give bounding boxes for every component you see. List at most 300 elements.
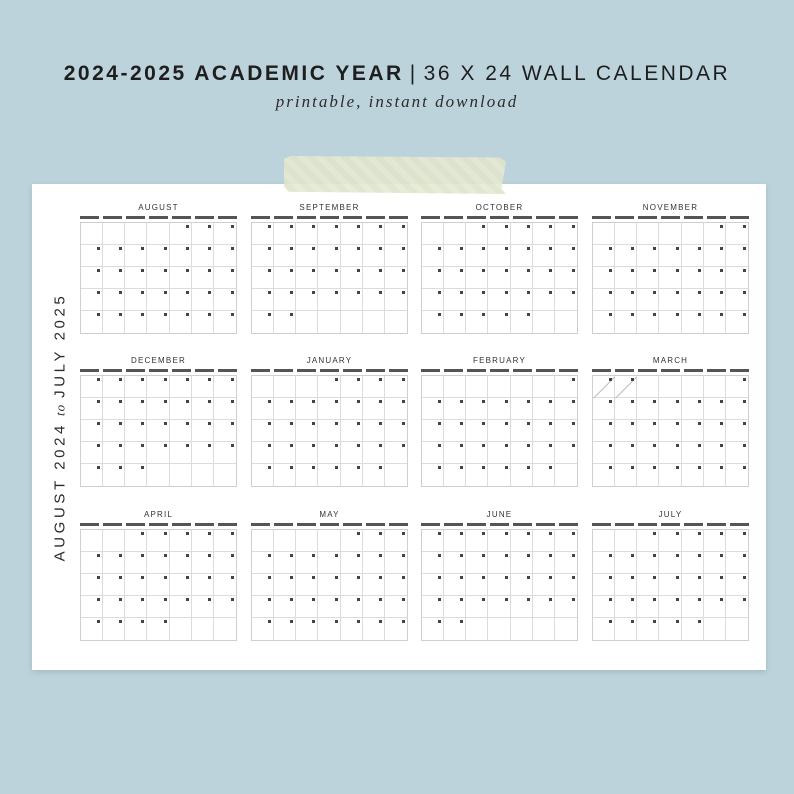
day-cell xyxy=(593,311,615,333)
day-cell xyxy=(147,223,169,245)
day-cell xyxy=(363,552,385,574)
weekday-bar xyxy=(684,369,703,372)
day-cell xyxy=(637,530,659,552)
day-cell xyxy=(444,376,466,398)
day-cell xyxy=(214,530,236,552)
day-cell xyxy=(511,267,533,289)
day-cell xyxy=(252,618,274,640)
weekday-bar xyxy=(366,523,385,526)
day-cell xyxy=(170,530,192,552)
weekday-bars xyxy=(80,523,237,526)
weekday-bar xyxy=(343,216,362,219)
day-cell xyxy=(214,245,236,267)
day-cell xyxy=(466,530,488,552)
day-cell xyxy=(466,618,488,640)
day-cell xyxy=(170,442,192,464)
title-bold: 2024-2025 ACADEMIC YEAR xyxy=(63,62,404,85)
day-cell xyxy=(704,245,726,267)
day-cell xyxy=(511,245,533,267)
day-cell xyxy=(192,245,214,267)
day-cell xyxy=(125,618,147,640)
day-cell xyxy=(488,552,510,574)
day-cell xyxy=(385,376,407,398)
day-cell xyxy=(422,596,444,618)
title-separator: | xyxy=(409,62,418,85)
day-cell xyxy=(488,574,510,596)
day-cell xyxy=(726,596,748,618)
day-cell xyxy=(341,442,363,464)
day-cell xyxy=(385,574,407,596)
side-label xyxy=(52,293,69,562)
day-cell xyxy=(659,552,681,574)
day-cell xyxy=(682,376,704,398)
day-cell xyxy=(444,289,466,311)
day-cell xyxy=(533,398,555,420)
day-cell xyxy=(422,464,444,486)
day-cell xyxy=(318,530,340,552)
day-cell xyxy=(555,618,577,640)
day-cell xyxy=(466,420,488,442)
day-cell xyxy=(726,289,748,311)
day-cell xyxy=(385,311,407,333)
day-cell xyxy=(341,267,363,289)
weekday-bar xyxy=(467,369,486,372)
month-december xyxy=(80,356,237,488)
day-cell xyxy=(318,618,340,640)
day-cell xyxy=(103,442,125,464)
month-grid xyxy=(80,375,237,487)
weekday-bar xyxy=(467,523,486,526)
weekday-bar xyxy=(172,369,191,372)
day-cell xyxy=(274,245,296,267)
weekday-bar xyxy=(467,216,486,219)
day-cell xyxy=(81,530,103,552)
day-cell xyxy=(555,311,577,333)
day-cell xyxy=(125,442,147,464)
day-cell xyxy=(214,289,236,311)
day-cell xyxy=(252,311,274,333)
weekday-bar xyxy=(297,369,316,372)
day-cell xyxy=(252,420,274,442)
day-cell xyxy=(192,464,214,486)
day-cell xyxy=(422,574,444,596)
weekday-bar xyxy=(195,523,214,526)
day-cell xyxy=(192,267,214,289)
day-cell xyxy=(274,552,296,574)
day-cell xyxy=(125,376,147,398)
month-grid xyxy=(592,375,749,487)
day-cell xyxy=(533,267,555,289)
weekday-bar xyxy=(536,523,555,526)
weekday-bar xyxy=(444,369,463,372)
month-grid xyxy=(592,529,749,641)
day-cell xyxy=(704,289,726,311)
weekday-bar xyxy=(320,216,339,219)
day-cell xyxy=(444,223,466,245)
day-cell xyxy=(385,596,407,618)
day-cell xyxy=(637,311,659,333)
month-october xyxy=(421,203,578,335)
day-cell xyxy=(81,398,103,420)
day-cell xyxy=(637,464,659,486)
day-cell xyxy=(192,376,214,398)
day-cell xyxy=(511,376,533,398)
day-cell xyxy=(637,289,659,311)
day-cell xyxy=(637,574,659,596)
weekday-bar xyxy=(615,523,634,526)
weekday-bar xyxy=(592,369,611,372)
day-cell xyxy=(125,223,147,245)
day-cell xyxy=(103,530,125,552)
day-cell xyxy=(252,530,274,552)
day-cell xyxy=(682,530,704,552)
weekday-bar xyxy=(638,216,657,219)
day-cell xyxy=(341,311,363,333)
day-cell xyxy=(296,311,318,333)
day-cell xyxy=(593,464,615,486)
day-cell xyxy=(555,420,577,442)
weekday-bar xyxy=(218,216,237,219)
day-cell xyxy=(682,398,704,420)
day-cell xyxy=(103,245,125,267)
day-cell xyxy=(637,420,659,442)
weekday-bar xyxy=(559,216,578,219)
day-cell xyxy=(274,311,296,333)
day-cell xyxy=(637,376,659,398)
day-cell xyxy=(511,596,533,618)
day-cell xyxy=(192,420,214,442)
day-cell xyxy=(704,574,726,596)
day-cell xyxy=(637,552,659,574)
subtitle: printable, instant download xyxy=(275,92,519,111)
day-cell xyxy=(252,464,274,486)
day-cell xyxy=(704,464,726,486)
day-cell xyxy=(682,464,704,486)
day-cell xyxy=(125,267,147,289)
page-title xyxy=(0,62,794,86)
day-cell xyxy=(637,223,659,245)
day-cell xyxy=(125,464,147,486)
day-cell xyxy=(444,574,466,596)
header xyxy=(0,62,794,112)
day-cell xyxy=(341,245,363,267)
day-cell xyxy=(147,464,169,486)
day-cell xyxy=(704,311,726,333)
month-name: MAY xyxy=(319,510,340,519)
day-cell xyxy=(192,311,214,333)
day-cell xyxy=(318,267,340,289)
day-cell xyxy=(466,464,488,486)
day-cell xyxy=(103,464,125,486)
day-cell xyxy=(659,267,681,289)
day-cell xyxy=(488,311,510,333)
month-september xyxy=(251,203,408,335)
day-cell xyxy=(125,530,147,552)
day-cell xyxy=(147,552,169,574)
day-cell xyxy=(214,464,236,486)
weekday-bar xyxy=(638,369,657,372)
day-cell xyxy=(682,574,704,596)
day-cell xyxy=(615,552,637,574)
day-cell xyxy=(296,596,318,618)
day-cell xyxy=(444,464,466,486)
side-label-end: JULY 2025 xyxy=(51,292,69,398)
day-cell xyxy=(637,618,659,640)
weekday-bars xyxy=(251,369,408,372)
day-cell xyxy=(704,223,726,245)
day-cell xyxy=(533,376,555,398)
day-cell xyxy=(555,530,577,552)
day-cell xyxy=(363,376,385,398)
day-cell xyxy=(363,311,385,333)
day-cell xyxy=(422,311,444,333)
day-cell xyxy=(488,267,510,289)
day-cell xyxy=(422,442,444,464)
weekday-bar xyxy=(490,523,509,526)
day-cell xyxy=(533,574,555,596)
day-cell xyxy=(341,574,363,596)
day-cell xyxy=(682,618,704,640)
day-cell xyxy=(296,442,318,464)
day-cell xyxy=(659,311,681,333)
day-cell xyxy=(726,552,748,574)
day-cell xyxy=(192,289,214,311)
day-cell xyxy=(147,442,169,464)
day-cell xyxy=(274,420,296,442)
day-cell xyxy=(341,596,363,618)
weekday-bar xyxy=(730,216,749,219)
day-cell xyxy=(125,420,147,442)
day-cell xyxy=(615,223,637,245)
day-cell xyxy=(466,223,488,245)
day-cell xyxy=(422,618,444,640)
day-cell xyxy=(422,267,444,289)
day-cell xyxy=(214,267,236,289)
day-cell xyxy=(214,398,236,420)
day-cell xyxy=(147,289,169,311)
day-cell xyxy=(341,223,363,245)
day-cell xyxy=(704,596,726,618)
day-cell xyxy=(170,596,192,618)
day-cell xyxy=(555,442,577,464)
weekday-bar xyxy=(195,369,214,372)
month-august xyxy=(80,203,237,335)
day-cell xyxy=(466,574,488,596)
day-cell xyxy=(274,618,296,640)
month-may xyxy=(251,510,408,642)
day-cell xyxy=(422,420,444,442)
weekday-bar xyxy=(366,216,385,219)
weekday-bar xyxy=(126,523,145,526)
day-cell xyxy=(385,289,407,311)
day-cell xyxy=(192,618,214,640)
weekday-bar xyxy=(297,523,316,526)
weekday-bar xyxy=(149,523,168,526)
day-cell xyxy=(615,618,637,640)
day-cell xyxy=(555,596,577,618)
month-grid xyxy=(251,222,408,334)
day-cell xyxy=(422,245,444,267)
day-cell xyxy=(533,223,555,245)
day-cell xyxy=(488,398,510,420)
weekday-bar xyxy=(707,369,726,372)
day-cell xyxy=(103,311,125,333)
day-cell xyxy=(444,267,466,289)
day-cell xyxy=(81,267,103,289)
day-cell xyxy=(704,552,726,574)
day-cell xyxy=(682,267,704,289)
day-cell xyxy=(274,376,296,398)
day-cell xyxy=(252,267,274,289)
day-cell xyxy=(318,245,340,267)
day-cell xyxy=(444,311,466,333)
day-cell xyxy=(318,376,340,398)
day-cell xyxy=(170,420,192,442)
day-cell xyxy=(214,552,236,574)
day-cell xyxy=(363,530,385,552)
day-cell xyxy=(511,574,533,596)
weekday-bar xyxy=(218,369,237,372)
day-cell xyxy=(488,376,510,398)
day-cell xyxy=(422,552,444,574)
day-cell xyxy=(511,442,533,464)
month-grid xyxy=(421,529,578,641)
day-cell xyxy=(296,618,318,640)
day-cell xyxy=(659,420,681,442)
weekday-bar xyxy=(389,523,408,526)
day-cell xyxy=(659,574,681,596)
day-cell xyxy=(466,376,488,398)
day-cell xyxy=(593,420,615,442)
day-cell xyxy=(488,223,510,245)
day-cell xyxy=(252,552,274,574)
day-cell xyxy=(466,311,488,333)
day-cell xyxy=(385,267,407,289)
month-february xyxy=(421,356,578,488)
weekday-bar xyxy=(126,216,145,219)
day-cell xyxy=(704,530,726,552)
day-cell xyxy=(659,245,681,267)
weekday-bar xyxy=(320,523,339,526)
day-cell xyxy=(555,245,577,267)
day-cell xyxy=(341,398,363,420)
day-cell xyxy=(147,245,169,267)
day-cell xyxy=(296,398,318,420)
day-cell xyxy=(466,596,488,618)
day-cell xyxy=(726,442,748,464)
day-cell xyxy=(511,464,533,486)
weekday-bar xyxy=(251,369,270,372)
weekday-bars xyxy=(592,216,749,219)
day-cell xyxy=(466,398,488,420)
day-cell xyxy=(511,289,533,311)
weekday-bar xyxy=(490,369,509,372)
weekday-bar xyxy=(366,369,385,372)
side-label-start: AUGUST 2024 xyxy=(51,421,69,562)
day-cell xyxy=(533,618,555,640)
day-cell xyxy=(533,464,555,486)
day-cell xyxy=(103,552,125,574)
day-cell xyxy=(318,442,340,464)
weekday-bar xyxy=(638,523,657,526)
day-cell xyxy=(147,311,169,333)
day-cell xyxy=(296,376,318,398)
day-cell xyxy=(726,311,748,333)
weekday-bars xyxy=(251,523,408,526)
day-cell xyxy=(341,289,363,311)
month-name: MARCH xyxy=(652,356,689,365)
day-cell xyxy=(318,596,340,618)
day-cell xyxy=(593,596,615,618)
weekday-bar xyxy=(730,369,749,372)
day-cell xyxy=(593,398,615,420)
day-cell xyxy=(593,223,615,245)
day-cell xyxy=(252,574,274,596)
day-cell xyxy=(488,596,510,618)
day-cell xyxy=(659,442,681,464)
day-cell xyxy=(422,223,444,245)
day-cell xyxy=(103,267,125,289)
day-cell xyxy=(593,574,615,596)
day-cell xyxy=(363,464,385,486)
day-cell xyxy=(147,398,169,420)
day-cell xyxy=(81,596,103,618)
day-cell xyxy=(659,596,681,618)
day-cell xyxy=(341,464,363,486)
day-cell xyxy=(555,289,577,311)
day-cell xyxy=(682,420,704,442)
day-cell xyxy=(511,311,533,333)
day-cell xyxy=(125,574,147,596)
day-cell xyxy=(615,289,637,311)
day-cell xyxy=(659,289,681,311)
day-cell xyxy=(555,223,577,245)
day-cell xyxy=(274,267,296,289)
day-cell xyxy=(444,245,466,267)
day-cell xyxy=(318,574,340,596)
day-cell xyxy=(637,267,659,289)
day-cell xyxy=(103,376,125,398)
weekday-bar xyxy=(343,523,362,526)
weekday-bar xyxy=(343,369,362,372)
day-cell xyxy=(318,398,340,420)
day-cell xyxy=(214,596,236,618)
day-cell xyxy=(593,552,615,574)
day-cell xyxy=(593,618,615,640)
day-cell xyxy=(444,442,466,464)
day-cell xyxy=(682,245,704,267)
day-cell xyxy=(147,574,169,596)
day-cell xyxy=(192,398,214,420)
day-cell xyxy=(125,552,147,574)
day-cell xyxy=(296,420,318,442)
day-cell xyxy=(81,223,103,245)
weekday-bar xyxy=(126,369,145,372)
day-cell xyxy=(444,552,466,574)
weekday-bar xyxy=(274,369,293,372)
weekday-bar xyxy=(684,216,703,219)
day-cell xyxy=(385,618,407,640)
day-cell xyxy=(125,596,147,618)
weekday-bar xyxy=(444,216,463,219)
month-november xyxy=(592,203,749,335)
day-cell xyxy=(103,574,125,596)
day-cell xyxy=(318,223,340,245)
day-cell xyxy=(682,311,704,333)
day-cell xyxy=(593,530,615,552)
day-cell xyxy=(615,311,637,333)
day-cell xyxy=(252,245,274,267)
